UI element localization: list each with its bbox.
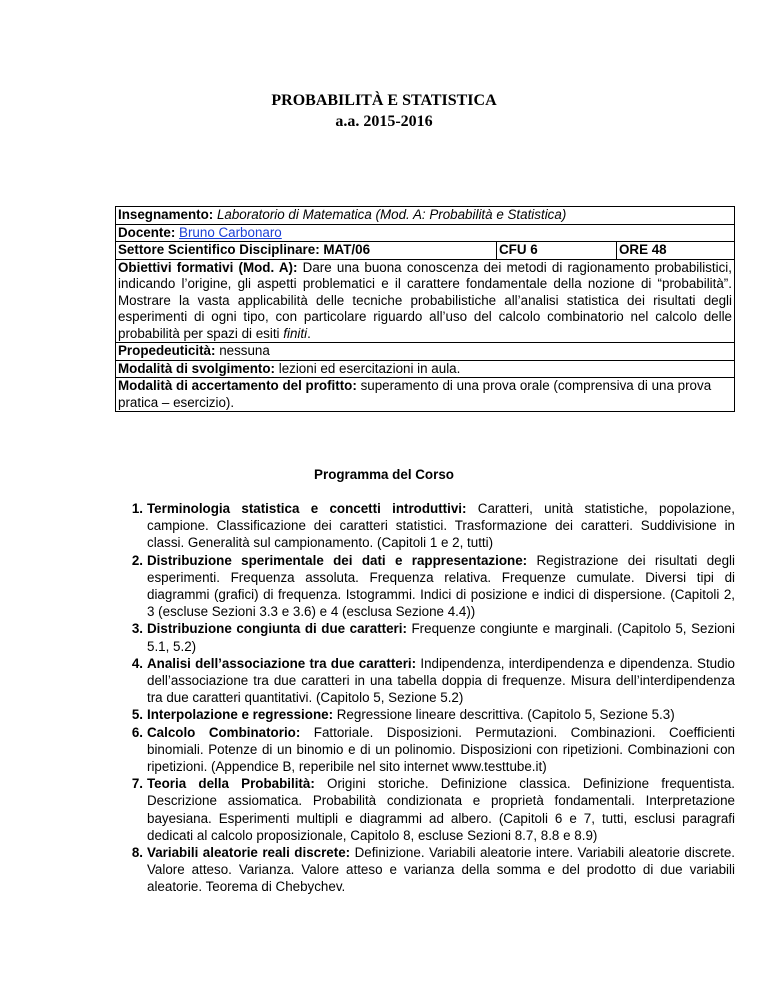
row-insegnamento — [116, 207, 735, 225]
item-number: 3. — [131, 621, 143, 637]
row-svolgimento — [116, 360, 735, 378]
item-text: Regressione lineare descrittiva. (Capitolo 5, Sezione 5.3) — [336, 707, 675, 723]
list-item — [115, 620, 735, 654]
list-item — [115, 775, 735, 844]
list-item — [115, 706, 735, 723]
row-accertamento — [116, 378, 735, 412]
svolgimento-value: lezioni ed esercitazioni in aula. — [278, 360, 461, 376]
item-text: Definizione. Variabili aleatorie intere. Variabili aleatorie discrete. Valore atteso. Varianza. Valore atteso e varianza della somma e del prodotto di due variabili aleatorie. Teorema di Chebychev. — [147, 845, 736, 895]
item-number: 2. — [131, 552, 143, 568]
svolgimento-label: Modalità di svolgimento: — [118, 360, 275, 376]
item-text: Frequenze congiunte e marginali. (Capitolo 5, Sezioni 5.1, 5.2) — [147, 621, 735, 654]
insegnamento-label: Insegnamento: — [118, 207, 214, 222]
propedeuticita-label: Propedeuticità: — [118, 343, 216, 358]
item-text: Caratteri, unità statistiche, popolazione, campione. Classificazione dei caratteri statistici. Trasformazione dei caratteri. Suddivisione in classi. Generalità sul campionamento. (Capitoli 1 e 2, tutti) — [147, 501, 735, 551]
item-head: Teoria della Probabilità: — [147, 776, 315, 792]
docente-link[interactable]: Bruno Carbonaro — [179, 224, 282, 240]
course-title: PROBABILITÀ E STATISTICA — [271, 92, 497, 109]
propedeuticita-value: nessuna — [219, 343, 270, 358]
docente-label: Docente: — [118, 224, 176, 240]
item-number: 7. — [131, 776, 143, 792]
list-item — [115, 724, 735, 776]
item-number: 1. — [131, 501, 143, 516]
settore-label: Settore Scientifico Disciplinare: — [118, 242, 320, 257]
item-head: Variabili aleatorie reali discrete: — [147, 845, 351, 861]
insegnamento-value: Laboratorio di Matematica (Mod. A: Probabilità e Statistica) — [216, 207, 567, 222]
item-head: Analisi dell’associazione tra due caratteri: — [147, 655, 417, 671]
item-head: Distribuzione sperimentale dei dati e rappresentazione: — [147, 552, 528, 568]
item-head: Distribuzione congiunta di due caratteri: — [147, 621, 407, 637]
item-text: Indipendenza, interdipendenza e dipendenza. Studio dell’associazione tra due caratteri in una tabella doppia di frequenze. Misura dell’interdipendenza tra due caratteri quantitativi. (Capitolo 5, Sezione 5.2) — [147, 655, 735, 706]
row-settore — [116, 242, 735, 260]
list-item — [115, 655, 735, 707]
cfu-cell: CFU 6 — [497, 242, 617, 260]
item-text: Registrazione dei risultati degli esperimenti. Frequenza assoluta. Frequenza relativa. Frequenze cumulate. Diversi tipi di diagrammi (grafici) di frequenza. Istogrammi. Indici di posizione e indici di dispersione. (Capitoli 2, 3 (escluse Sezioni 3.3 e 3.6) e 4 (esclusa Sezione 4.4)) — [147, 552, 735, 620]
item-text: Origini storiche. Definizione classica. Definizione frequentista. Descrizione assiomatica. Probabilità condizionata e proprietà fondamentali. Interpretazione bayesiana. Esperimenti multipli e diagrammi ad albero. (Capitoli 6 e 7, tutti, esclusi paragrafi dedicati al calcolo proposizionale, Capitolo 8, escluse Sezioni 8.7, 8.8 e 8.9) — [147, 776, 735, 843]
row-docente — [116, 224, 735, 242]
obiettivi-end: . — [307, 325, 311, 341]
list-item — [115, 500, 735, 552]
row-propedeuticita — [116, 343, 735, 361]
course-info-table — [115, 206, 735, 412]
document-title — [0, 90, 768, 132]
item-head: Interpolazione e regressione: — [147, 707, 334, 723]
list-item — [115, 844, 735, 896]
academic-year: a.a. 2015-2016 — [335, 113, 433, 130]
settore-value: MAT/06 — [323, 242, 371, 257]
accertamento-value: superamento di una prova orale (comprensiva di una prova pratica – esercizio). — [118, 378, 712, 410]
programma-title: Programma del Corso — [314, 467, 454, 482]
item-head: Calcolo Combinatorio: — [147, 724, 301, 740]
programma-list — [115, 500, 735, 896]
item-text: Fattoriale. Disposizioni. Permutazioni. Combinazioni. Coefficienti binomiali. Potenze di un binomio e di un polinomio. Disposizioni con ripetizioni. Combinazioni con ripetizioni. (Appendice B, reperibile nel sito internet www.testtube.it) — [147, 724, 735, 775]
list-item — [115, 552, 735, 621]
item-number: 6. — [131, 724, 143, 740]
obiettivi-italic: finiti — [283, 325, 308, 341]
item-number: 8. — [131, 845, 143, 861]
ore-cell: ORE 48 — [617, 242, 735, 260]
row-obiettivi — [116, 259, 735, 343]
item-number: 4. — [131, 655, 143, 671]
obiettivi-text: Dare una buona conoscenza dei metodi di ragionamento probabilistici, indicando l’origine, gli aspetti problematici e il carattere fondamentale della nozione di “probabilità”. Mostrare la vasta applicabilità delle tecniche probabilistiche all’analisi statistica dei risultati degli esperimenti di ogni tipo, con particolare riguardo all’uso del calcolo combinatorio nel calcolo delle probabilità per spazi di esiti — [118, 259, 732, 341]
obiettivi-label: Obiettivi formativi (Mod. A): — [118, 259, 298, 275]
accertamento-label: Modalità di accertamento del profitto: — [118, 378, 357, 393]
item-number: 5. — [131, 707, 143, 723]
item-head: Terminologia statistica e concetti introduttivi: — [147, 501, 467, 516]
